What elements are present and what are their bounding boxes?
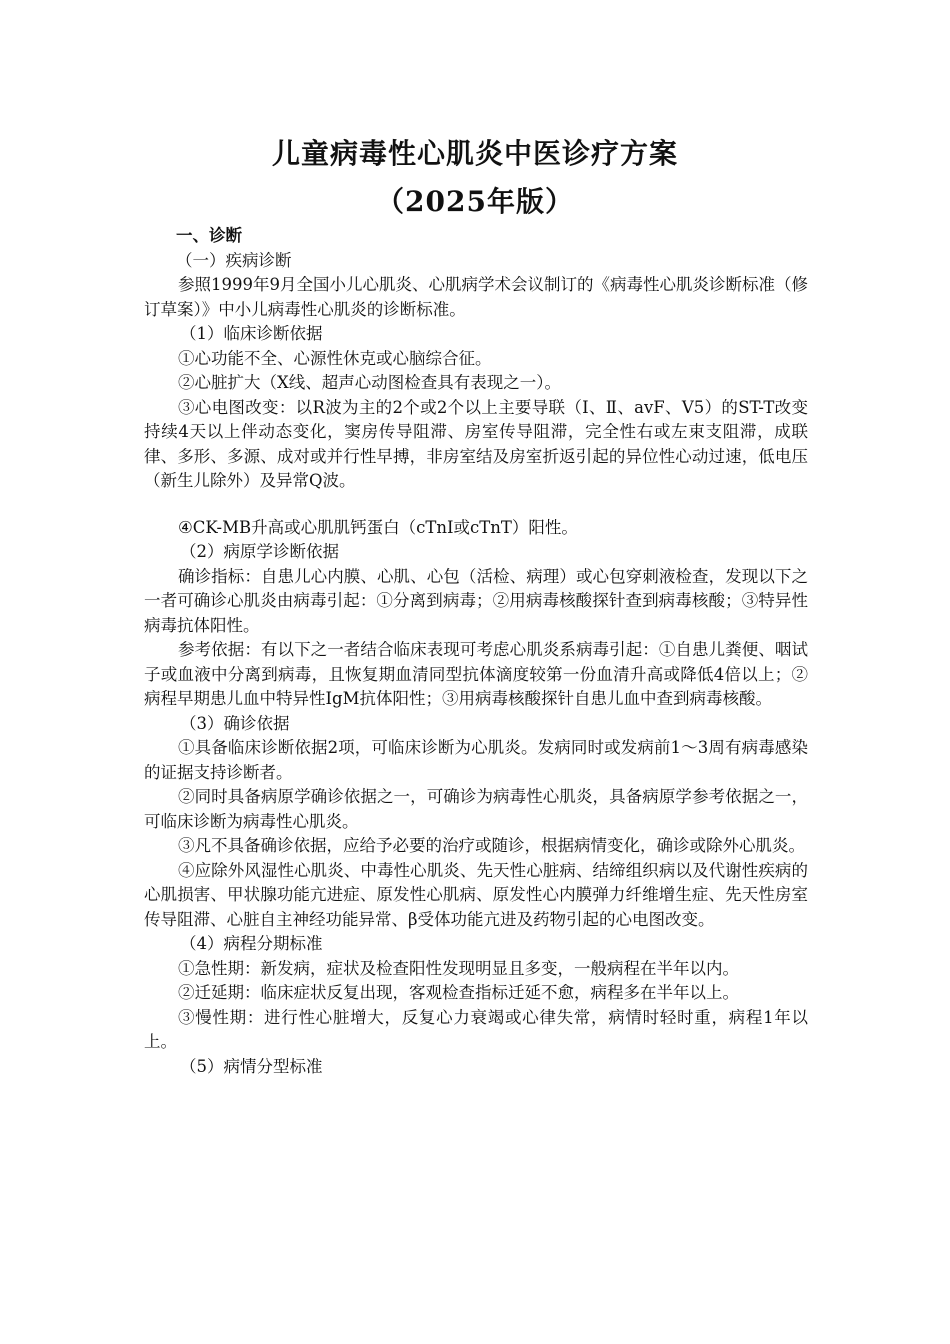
stage-item: ③慢性期：进行性心脏增大，反复心力衰竭或心律失常，病情时轻时重，病程1年以上。 (144, 1007, 808, 1051)
paragraph-spacer (144, 494, 808, 516)
clinical-item: ④CK-MB升高或心肌肌钙蛋白（cTnI或cTnT）阳性。 (178, 517, 578, 537)
clinical-heading: （1）临床诊断依据 (180, 324, 323, 343)
stage-item: ①急性期：新发病，症状及检查阳性发现明显且多变，一般病程在半年以内。 (178, 958, 739, 978)
etiology-heading: （2）病原学诊断依据 (180, 542, 339, 561)
document-edition: （2025年版） (376, 185, 574, 218)
stage-item: ②迁延期：临床症状反复出现，客观检查指标迁延不愈，病程多在半年以上。 (178, 983, 739, 1002)
confirm-item: ④应除外风湿性心肌炎、中毒性心肌炎、先天性心脏病、结缔组织病以及代谢性疾病的心肌损害、甲状腺功能亢进症、原发性心肌病、原发性心内膜弹力纤维增生症、先天性房室传导阻滞、心脏自主神经功能异常、β受体功能亢进及药物引起的心电图改变。 (144, 860, 808, 929)
document-title: 儿童病毒性心肌炎中医诊疗方案 (271, 137, 678, 170)
confirm-item: ②同时具备病原学确诊依据之一，可确诊为病毒性心肌炎，具备病原学参考依据之一，可临床诊断为病毒性心肌炎。 (144, 787, 808, 831)
etiology-item: 确诊指标：自患儿心内膜、心肌、心包（活检、病理）或心包穿刺液检查，发现以下之一者可确诊心肌炎由病毒引起：①分离到病毒；②用病毒核酸探针查到病毒核酸；③特异性病毒抗体阳性。 (144, 566, 808, 635)
intro-paragraph: 参照1999年9月全国小儿心肌炎、心肌病学术会议制订的《病毒性心肌炎诊断标准（修订草案）》中小儿病毒性心肌炎的诊断标准。 (144, 275, 808, 319)
clinical-item: ①心功能不全、心源性休克或心脑综合征。 (178, 348, 492, 368)
stage-heading: （4）病程分期标准 (180, 934, 323, 953)
confirm-item: ①具备临床诊断依据2项，可临床诊断为心肌炎。发病同时或发病前1～3周有病毒感染的证据支持诊断者。 (144, 738, 808, 782)
subsection-heading-disease-diagnosis: （一）疾病诊断 (176, 250, 292, 270)
confirm-item: ③凡不具备确诊依据，应给予必要的治疗或随诊，根据病情变化，确诊或除外心肌炎。 (178, 836, 805, 855)
confirm-heading: （3）确诊依据 (180, 713, 290, 733)
document-body (144, 224, 808, 1079)
section-heading-diagnosis: 一、诊断 (176, 226, 242, 245)
clinical-item: ②心脏扩大（X线、超声心动图检查具有表现之一）。 (178, 373, 561, 392)
etiology-item: 参考依据：有以下之一者结合临床表现可考虑心肌炎系病毒引起：①自患儿粪便、咽试子或血液中分离到病毒，且恢复期血清同型抗体滴度较第一份血清升高或降低4倍以上；②病程早期患儿血中特异性IgM抗体阳性；③用病毒核酸探针自患儿血中查到病毒核酸。 (144, 640, 808, 708)
clinical-item: ③心电图改变：以R波为主的2个或2个以上主要导联（Ⅰ、Ⅱ、avF、V5）的ST-T改变持续4天以上伴动态变化，窦房传导阻滞、房室传导阻滞，完全性右或左束支阻滞，成联律、多形、多源、成对或并行性早搏，非房室结及房室折返引起的异位性心动过速，低电压（新生儿除外）及异常Q波。 (144, 397, 808, 490)
type-heading: （5）病情分型标准 (180, 1056, 323, 1076)
